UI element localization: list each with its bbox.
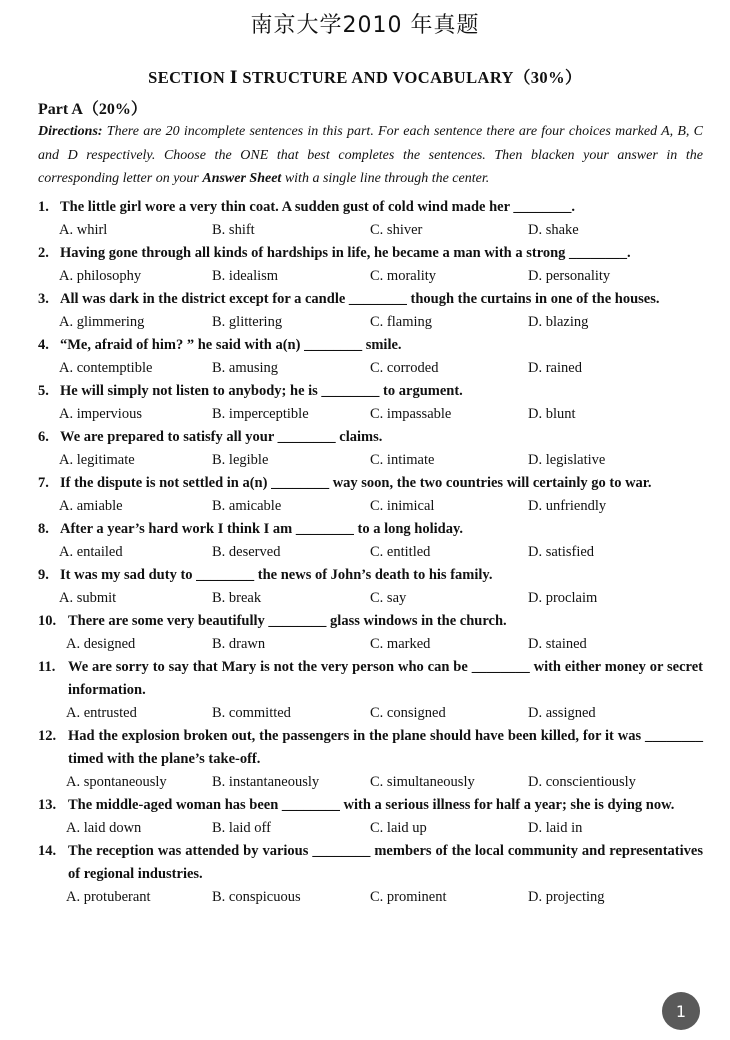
question-stem <box>38 334 703 357</box>
answer-choice: D. projecting <box>528 889 605 905</box>
choice-row <box>0 886 730 909</box>
choice-row <box>0 357 730 380</box>
choice-row <box>0 311 730 334</box>
answer-choice: A. protuberant <box>66 889 151 905</box>
answer-choice: C. simultaneously <box>370 774 475 790</box>
question-item <box>0 472 730 518</box>
answer-choice: D. blazing <box>528 314 589 330</box>
question-item <box>0 334 730 380</box>
directions-label: Directions: <box>38 124 103 139</box>
question-stem <box>38 725 703 771</box>
answer-choice: A. glimmering <box>59 314 145 330</box>
answer-choice: C. entitled <box>370 544 431 560</box>
answer-choice: C. prominent <box>370 889 447 905</box>
choice-row <box>0 633 730 656</box>
choice-row <box>0 449 730 472</box>
question-text: “Me, afraid of him? ” he said with a(n) ________ smile. <box>60 337 402 353</box>
answer-choice: A. amiable <box>59 498 123 514</box>
question-stem <box>38 242 703 265</box>
answer-choice: A. impervious <box>59 406 142 422</box>
question-number: 9. <box>38 567 49 583</box>
question-item <box>0 564 730 610</box>
question-number: 13. <box>38 797 57 813</box>
question-number: 4. <box>38 337 49 353</box>
answer-choice: B. imperceptible <box>212 406 309 422</box>
answer-choice: D. satisfied <box>528 544 595 560</box>
answer-choice: D. personality <box>528 268 611 284</box>
answer-choice: A. entailed <box>59 544 123 560</box>
answer-choice: B. laid off <box>212 820 271 836</box>
question-item <box>0 196 730 242</box>
question-number: 8. <box>38 521 49 537</box>
question-stem <box>38 564 703 587</box>
directions <box>38 120 703 191</box>
answer-choice: B. conspicuous <box>212 889 301 905</box>
question-stem <box>38 656 703 702</box>
directions-text-1: There are 20 incomplete sentences in this part. For each sentence there are four choices marked A, B, C and D respectively. Choose the ONE that best completes the sentences. Then blacken your answer in the corresponding letter on your <box>38 124 703 186</box>
question-text: It was my sad duty to ________ the news of John’s death to his family. <box>60 567 493 583</box>
answer-choice: C. flaming <box>370 314 433 330</box>
answer-choice: C. say <box>370 590 407 606</box>
question-stem <box>38 840 703 886</box>
answer-choice: B. break <box>212 590 262 606</box>
part-title: Part A（20%） <box>38 101 147 118</box>
answer-choice: C. shiver <box>370 222 423 238</box>
answer-choice: C. laid up <box>370 820 427 836</box>
choice-row <box>0 265 730 288</box>
answer-choice: D. unfriendly <box>528 498 607 514</box>
answer-choice: B. deserved <box>212 544 281 560</box>
question-number: 2. <box>38 245 49 261</box>
answer-choice: B. drawn <box>212 636 266 652</box>
choice-row <box>0 771 730 794</box>
answer-choice: C. impassable <box>370 406 452 422</box>
question-item <box>0 380 730 426</box>
choice-row <box>0 219 730 242</box>
answer-choice: D. shake <box>528 222 579 238</box>
answer-choice: B. amusing <box>212 360 279 376</box>
answer-choice: A. entrusted <box>66 705 137 721</box>
answer-choice: C. corroded <box>370 360 439 376</box>
question-stem <box>38 610 703 633</box>
question-text: If the dispute is not settled in a(n) ________ way soon, the two countries will certainly go to war. <box>60 475 652 491</box>
choice-row <box>0 495 730 518</box>
question-text: He will simply not listen to anybody; he is ________ to argument. <box>60 383 463 399</box>
answer-choice: B. instantaneously <box>212 774 320 790</box>
question-number: 6. <box>38 429 49 445</box>
answer-choice: B. glittering <box>212 314 283 330</box>
answer-choice: C. marked <box>370 636 431 652</box>
section-title: SECTION Ⅰ STRUCTURE AND VOCABULARY（30%） <box>148 68 582 87</box>
choice-row <box>0 587 730 610</box>
answer-choice: D. rained <box>528 360 582 376</box>
answer-choice: A. laid down <box>66 820 142 836</box>
answer-choice: D. assigned <box>528 705 596 721</box>
question-item <box>0 840 730 909</box>
question-stem <box>38 288 703 311</box>
answer-choice: A. contemptible <box>59 360 153 376</box>
page-number-badge: 1 <box>662 992 700 1030</box>
question-text: The middle-aged woman has been ________ with a serious illness for half a year; she is dying now. <box>68 797 675 813</box>
question-list <box>0 196 730 909</box>
question-text: The little girl wore a very thin coat. A sudden gust of cold wind made her ________. <box>60 199 576 215</box>
answer-choice: B. amicable <box>212 498 282 514</box>
question-text: We are prepared to satisfy all your ________ claims. <box>60 429 383 445</box>
answer-choice: D. laid in <box>528 820 583 836</box>
question-number: 7. <box>38 475 49 491</box>
question-number: 1. <box>38 199 49 215</box>
answer-choice: A. whirl <box>59 222 108 238</box>
answer-choice: A. spontaneously <box>66 774 167 790</box>
question-text: The reception was attended by various ________ members of the local community and representatives of regional industries. <box>68 843 703 882</box>
answer-choice: D. conscientiously <box>528 774 636 790</box>
question-item <box>0 288 730 334</box>
question-number: 12. <box>38 728 57 744</box>
question-stem <box>38 196 703 219</box>
answer-choice: D. stained <box>528 636 587 652</box>
question-stem <box>38 472 703 495</box>
answer-choice: B. shift <box>212 222 255 238</box>
question-number: 11. <box>38 659 56 675</box>
question-stem <box>38 426 703 449</box>
answer-choice: C. morality <box>370 268 437 284</box>
answer-choice: B. committed <box>212 705 291 721</box>
question-item <box>0 794 730 840</box>
answer-choice: B. legible <box>212 452 269 468</box>
answer-choice: A. philosophy <box>59 268 142 284</box>
question-number: 10. <box>38 613 57 629</box>
question-item <box>0 610 730 656</box>
answer-choice: D. blunt <box>528 406 576 422</box>
page-title: 南京大学2010 年真题 <box>250 13 480 38</box>
question-item <box>0 242 730 288</box>
answer-choice: C. inimical <box>370 498 435 514</box>
answer-choice: A. submit <box>59 590 117 606</box>
answer-choice: D. proclaim <box>528 590 598 606</box>
question-stem <box>38 518 703 541</box>
question-item <box>0 518 730 564</box>
answer-choice: B. idealism <box>212 268 279 284</box>
question-text: Having gone through all kinds of hardships in life, he became a man with a strong ________. <box>60 245 631 261</box>
question-item <box>0 426 730 472</box>
answer-choice: A. designed <box>66 636 136 652</box>
question-item <box>0 656 730 725</box>
question-number: 5. <box>38 383 49 399</box>
choice-row <box>0 702 730 725</box>
choice-row <box>0 817 730 840</box>
directions-answer-sheet: Answer Sheet <box>202 171 282 186</box>
question-number: 3. <box>38 291 49 307</box>
answer-choice: A. legitimate <box>59 452 135 468</box>
question-number: 14. <box>38 843 57 859</box>
question-stem <box>38 380 703 403</box>
answer-choice: C. intimate <box>370 452 435 468</box>
question-stem <box>38 794 703 817</box>
question-text: We are sorry to say that Mary is not the very person who can be ________ with either money or secret information. <box>68 659 703 698</box>
question-item <box>0 725 730 794</box>
answer-choice: D. legislative <box>528 452 606 468</box>
question-text: All was dark in the district except for a candle ________ though the curtains in one of the houses. <box>60 291 660 307</box>
choice-row <box>0 403 730 426</box>
choice-row <box>0 541 730 564</box>
directions-text-2: with a single line through the center. <box>281 171 490 186</box>
question-text: Had the explosion broken out, the passengers in the plane should have been killed, for it was ________ timed with the plane’s take-off. <box>68 728 703 767</box>
question-text: There are some very beautifully ________ glass windows in the church. <box>68 613 507 629</box>
question-text: After a year’s hard work I think I am ________ to a long holiday. <box>60 521 464 537</box>
answer-choice: C. consigned <box>370 705 446 721</box>
